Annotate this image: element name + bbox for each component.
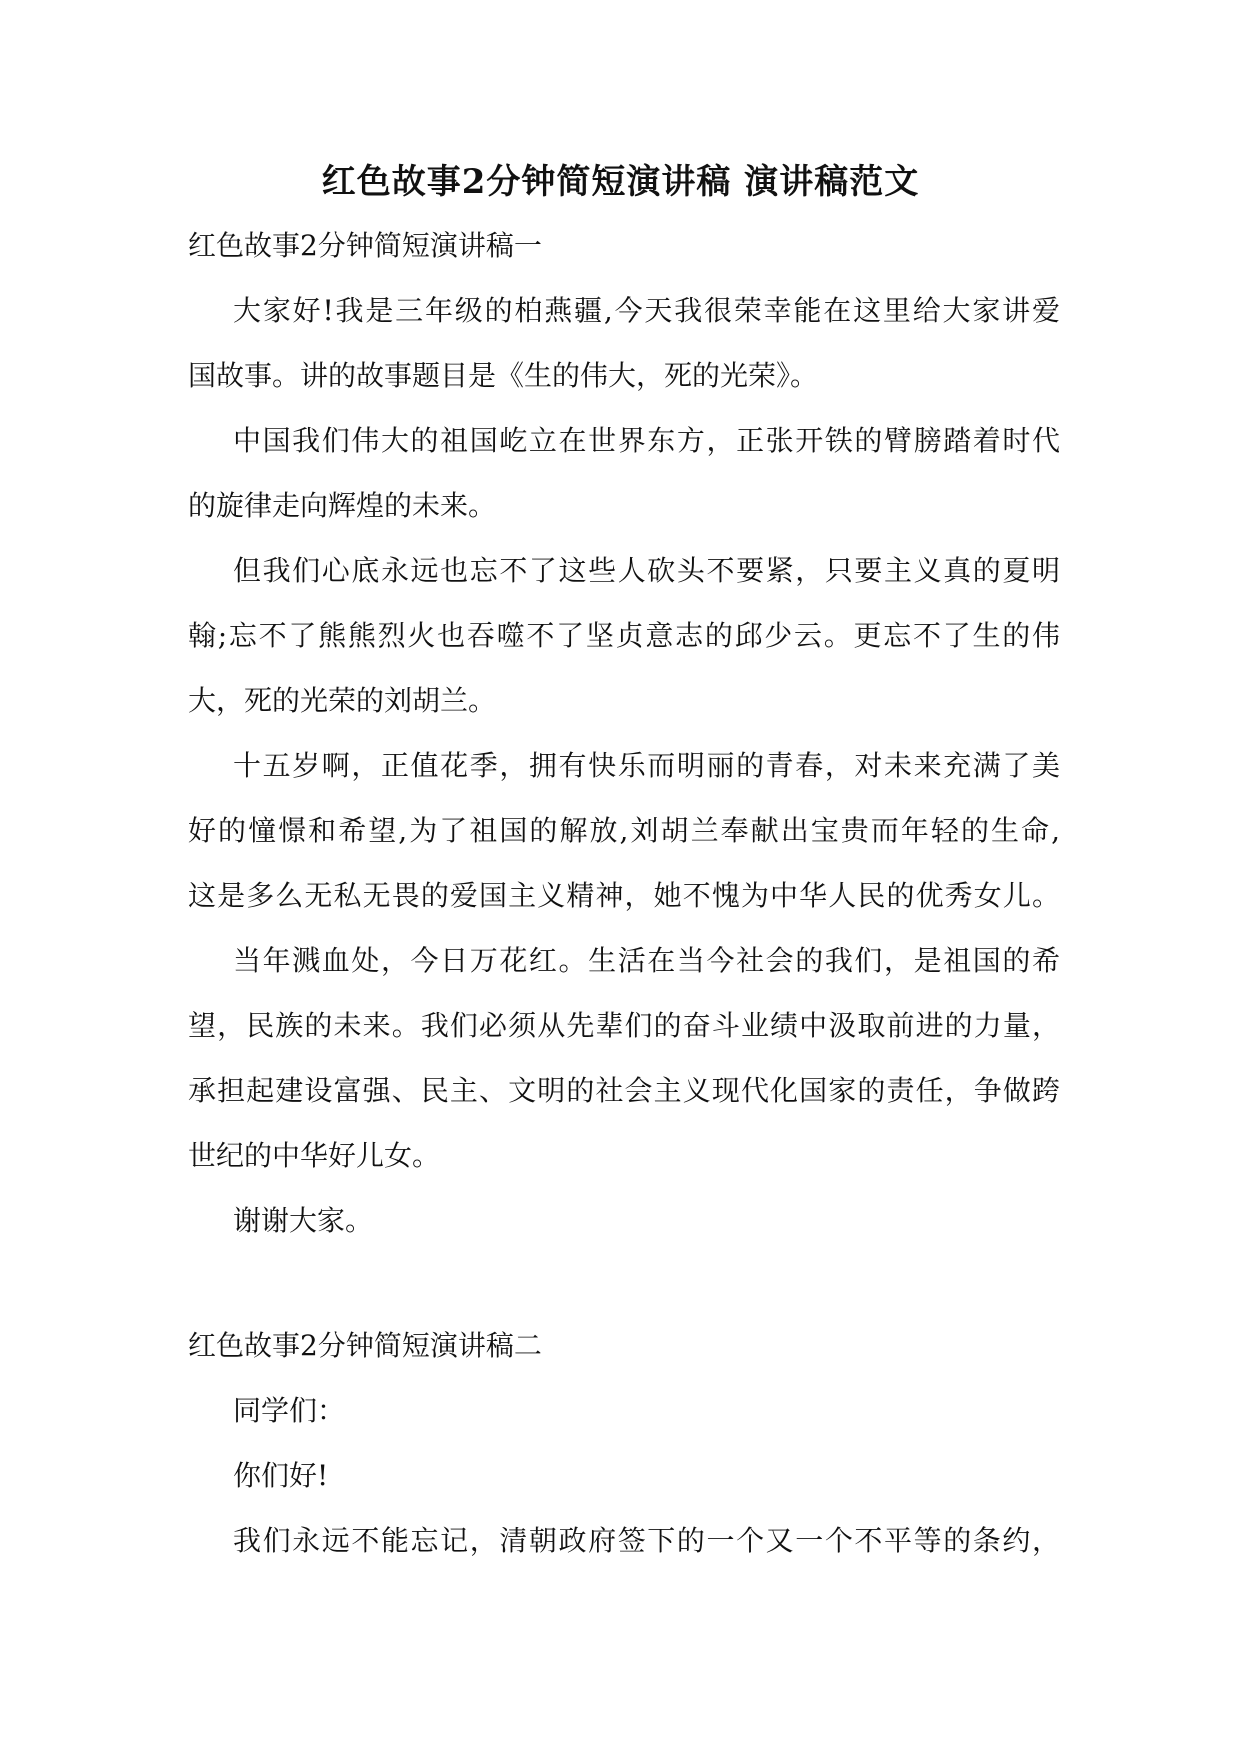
paragraph-line: 大，死的光荣的刘胡兰。 [188,684,497,717]
paragraph-line: 但我们心底永远也忘不了这些人砍头不要紧，只要主义真的夏明 [233,554,1060,587]
paragraph-line: 十五岁啊，正值花季，拥有快乐而明丽的青春，对未来充满了美 [233,749,1060,782]
paragraph-line: 望，民族的未来。我们必须从先辈们的奋斗业绩中汲取前进的力量， [188,1009,1060,1042]
paragraph-line: 世纪的中华好儿女。 [188,1139,441,1172]
paragraph-line: 国故事。讲的故事题目是《生的伟大，死的光荣》。 [188,359,819,392]
paragraph-line: 我们永远不能忘记，清朝政府签下的一个又一个不平等的条约， [233,1524,1060,1557]
paragraph-line: 翰;忘不了熊熊烈火也吞噬不了坚贞意志的邱少云。更忘不了生的伟 [188,619,1060,652]
paragraph-line: 你们好! [233,1459,329,1492]
paragraph-line: 当年溅血处，今日万花红。生活在当今社会的我们，是祖国的希 [233,944,1060,977]
paragraph-line: 大家好!我是三年级的柏燕疆,今天我很荣幸能在这里给大家讲爱 [233,294,1060,327]
paragraph-line: 好的憧憬和希望,为了祖国的解放,刘胡兰奉献出宝贵而年轻的生命, [188,814,1060,847]
paragraph-line: 这是多么无私无畏的爱国主义精神，她不愧为中华人民的优秀女儿。 [188,879,1060,912]
paragraph-line: 中国我们伟大的祖国屹立在世界东方，正张开铁的臂膀踏着时代 [233,424,1060,457]
document-title: 红色故事2分钟简短演讲稿 演讲稿范文 [321,162,920,202]
paragraph-line: 同学们： [233,1394,346,1427]
paragraph-line: 的旋律走向辉煌的未来。 [188,489,497,522]
section-heading-2: 红色故事2分钟简短演讲稿二 [188,1329,542,1362]
paragraph-line: 承担起建设富强、民主、文明的社会主义现代化国家的责任，争做跨 [188,1074,1060,1107]
section-heading-1: 红色故事2分钟简短演讲稿一 [188,229,542,262]
paragraph-line: 谢谢大家。 [233,1204,374,1237]
